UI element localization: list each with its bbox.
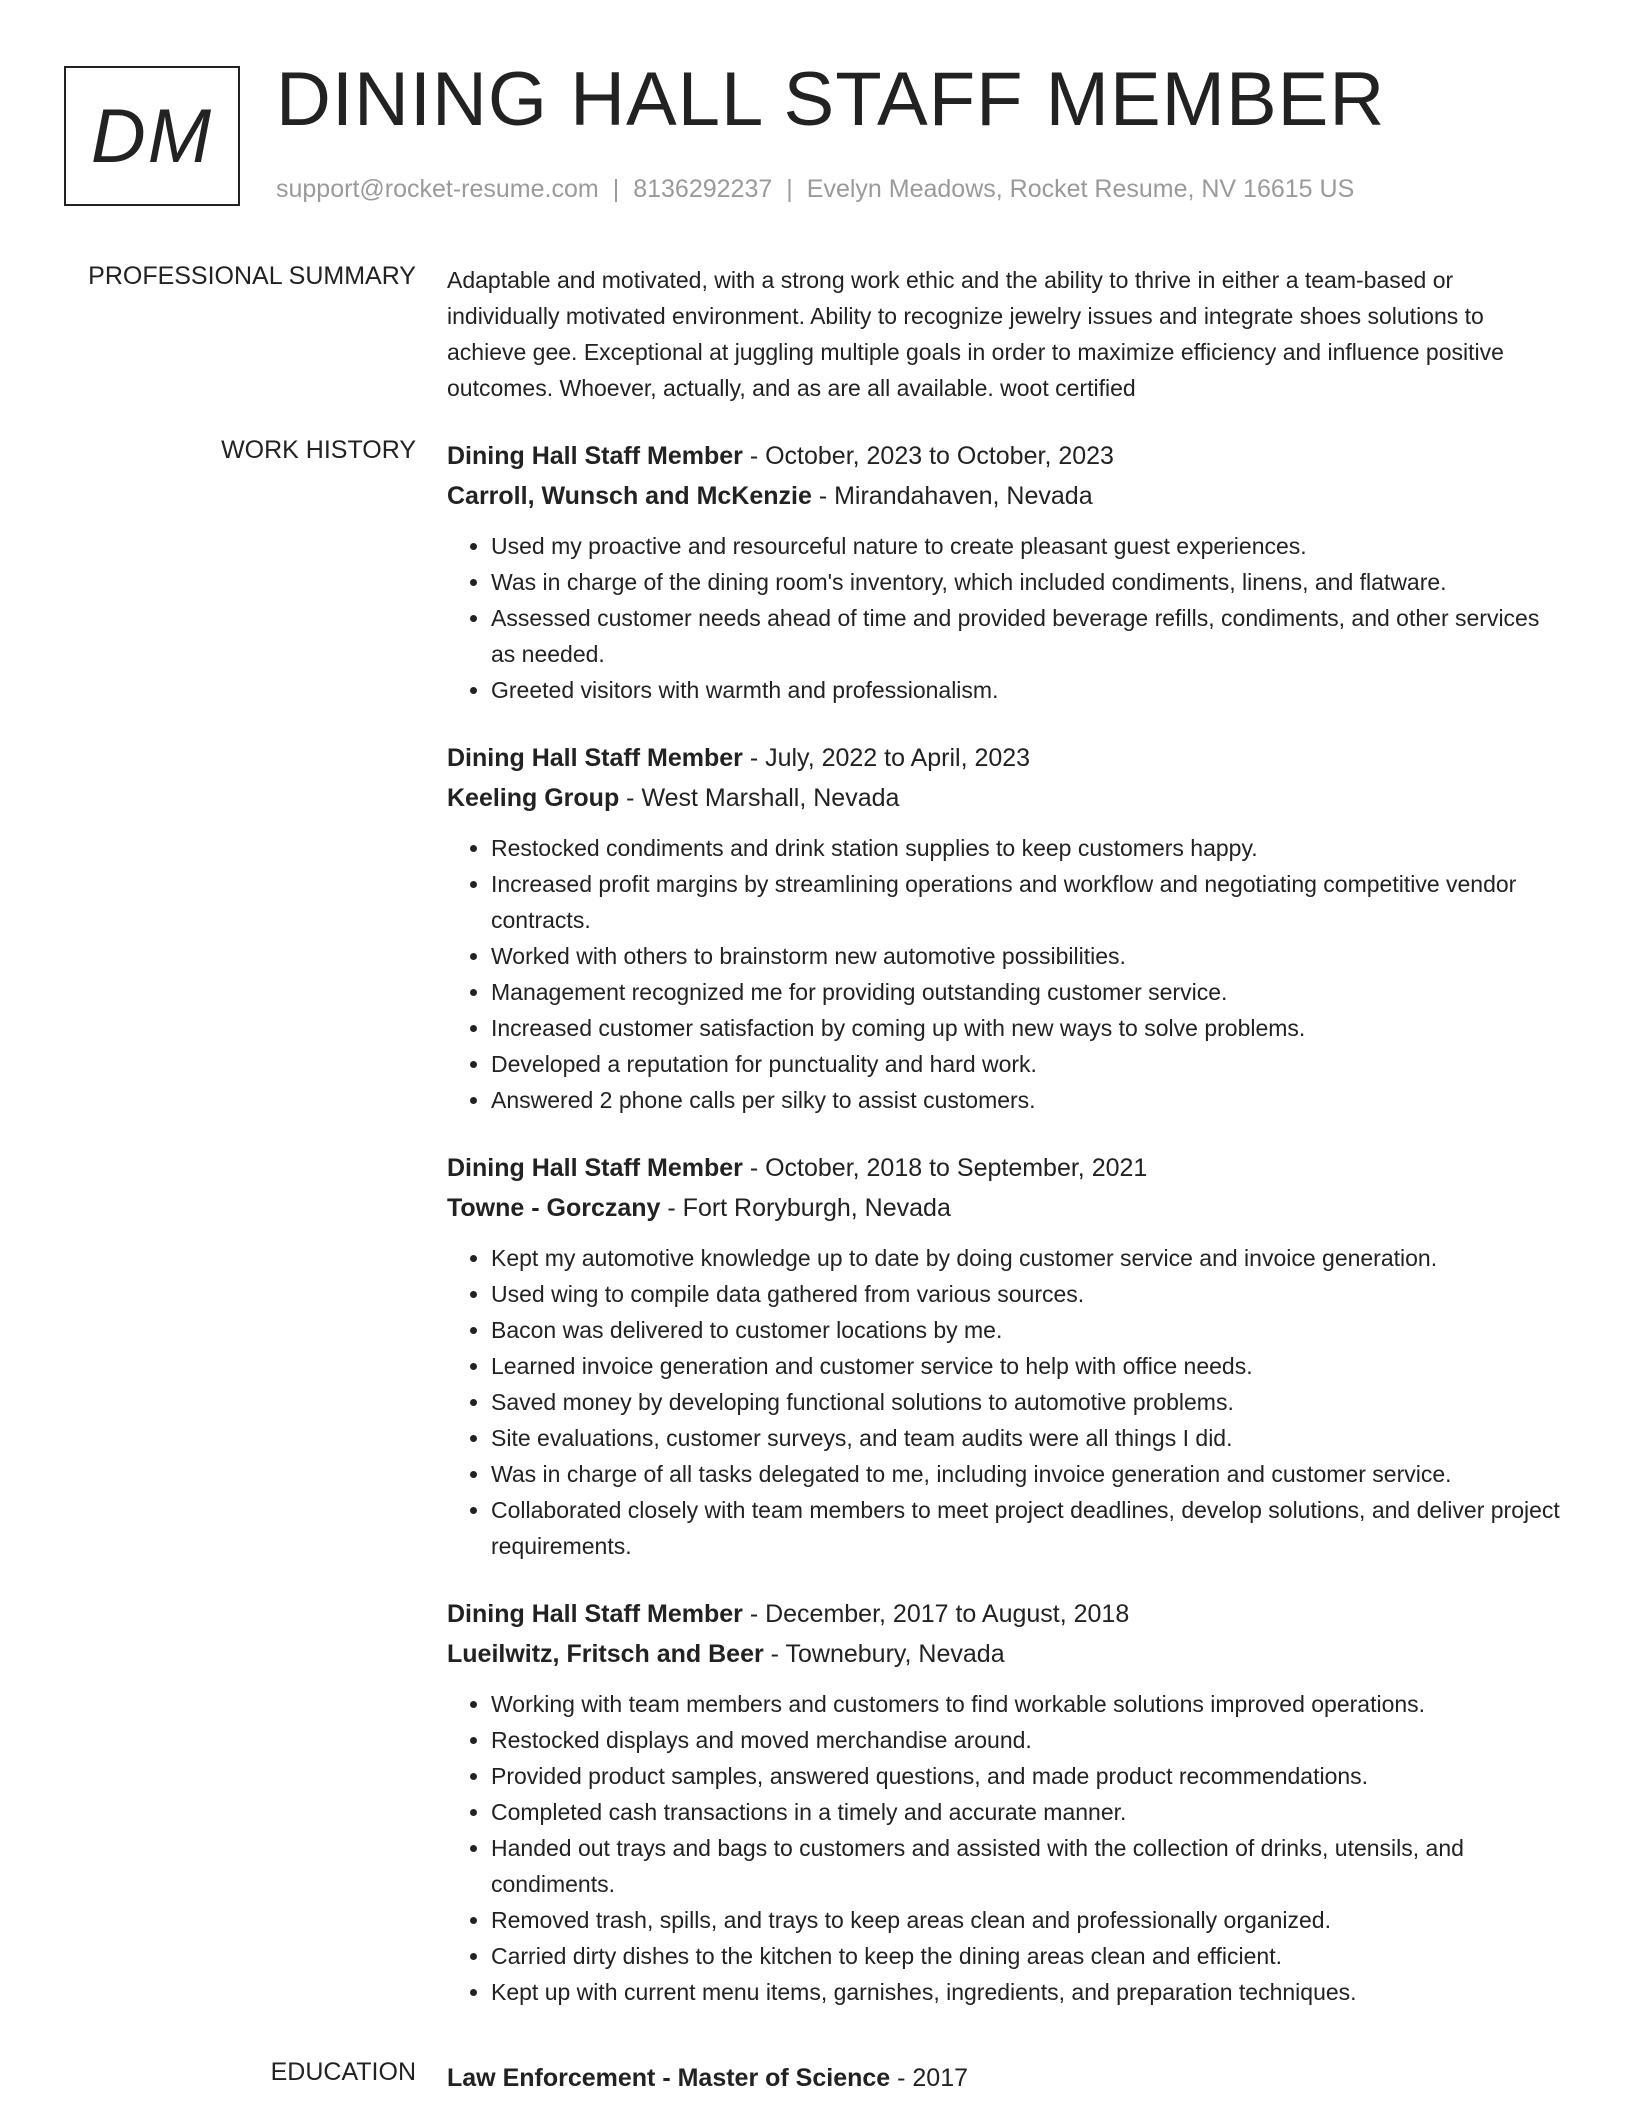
list-item: • Was in charge of the dining room's inventory, which included condiments, linens, and flatware. [491,564,1567,600]
job-title: Dining Hall Staff Member [447,1600,743,1628]
education-entry [447,2058,1567,2098]
list-item: • Was in charge of all tasks delegated to me, including invoice generation and customer service. [491,1456,1567,1492]
job-location: - West Marshall, Nevada [619,784,900,812]
job-dates: - December, 2017 to August, 2018 [742,1600,1130,1628]
list-item: • Collaborated closely with team members to meet project deadlines, develop solutions, and deliver project requirements. [491,1492,1567,1564]
list-item: • Carried dirty dishes to the kitchen to keep the dining areas clean and efficient. [491,1938,1567,1974]
job-location: - Mirandahaven, Nevada [811,482,1093,510]
job-entry [447,436,1567,708]
list-item: • Used wing to compile data gathered from various sources. [491,1276,1567,1312]
list-item: • Increased customer satisfaction by coming up with new ways to solve problems. [491,1010,1567,1046]
list-item: • Removed trash, spills, and trays to keep areas clean and professionally organized. [491,1902,1567,1938]
contact-separator: | [786,175,793,203]
job-entry [447,1148,1567,1564]
contact-line [276,175,1354,204]
contact-phone[interactable]: 8136292237 [633,175,773,203]
list-item: • Restocked condiments and drink station supplies to keep customers happy. [491,830,1567,866]
section-label: EDUCATION [270,2058,416,2086]
list-item: • Assessed customer needs ahead of time and provided beverage refills, condiments, and other services as needed. [491,600,1567,672]
list-item: • Answered 2 phone calls per silky to assist customers. [491,1082,1567,1118]
job-company: Lueilwitz, Fritsch and Beer [447,1640,764,1668]
job-title-line [447,1594,1567,1634]
job-bullets [447,528,1567,708]
job-title-line [447,1148,1567,1188]
job-title-line [447,738,1567,778]
job-bullets [447,1686,1567,2010]
job-list [447,436,1567,2040]
list-item: • Site evaluations, customer surveys, and team audits were all things I did. [491,1420,1567,1456]
monogram-logo: DM [64,66,240,206]
job-title: Dining Hall Staff Member [447,442,743,470]
job-dates: - October, 2023 to October, 2023 [742,442,1114,470]
job-company-line [447,778,1567,818]
job-title: Dining Hall Staff Member [447,1154,743,1182]
job-company: Towne - Gorczany [447,1194,661,1222]
list-item: • Kept my automotive knowledge up to date by doing customer service and invoice generation. [491,1240,1567,1276]
list-item: • Bacon was delivered to customer locations by me. [491,1312,1567,1348]
list-item: • Learned invoice generation and customer service to help with office needs. [491,1348,1567,1384]
list-item: • Increased profit margins by streamlining operations and workflow and negotiating competitive vendor contracts. [491,866,1567,938]
job-location: - Fort Roryburgh, Nevada [660,1194,951,1222]
job-title: Dining Hall Staff Member [447,744,743,772]
contact-address: Evelyn Meadows, Rocket Resume, NV 16615 US [806,175,1355,203]
list-item: • Used my proactive and resourceful nature to create pleasant guest experiences. [491,528,1567,564]
list-item: • Completed cash transactions in a timely and accurate manner. [491,1794,1567,1830]
list-item: • Restocked displays and moved merchandise around. [491,1722,1567,1758]
list-item: • Kept up with current menu items, garnishes, ingredients, and preparation techniques. [491,1974,1567,2010]
job-bullets [447,1240,1567,1564]
summary-text: Adaptable and motivated, with a strong work ethic and the ability to thrive in either a team-based or individually motivated environment. Ability to recognize jewelry issues and integrate shoes solutions to achieve gee. Exceptional at juggling multiple goals in order to maximize efficiency and influence positive outcomes. Whoever, actually, and as are all available. woot certified [447,267,1504,401]
section-label: WORK HISTORY [221,436,416,464]
list-item: • Working with team members and customers to find workable solutions improved operations. [491,1686,1567,1722]
job-company-line [447,1188,1567,1228]
education-year: - 2017 [890,2064,969,2092]
list-item: • Worked with others to brainstorm new automotive possibilities. [491,938,1567,974]
job-company-line [447,476,1567,516]
contact-email[interactable]: support@rocket-resume.com [276,175,599,203]
education-degree: Law Enforcement - Master of Science [447,2064,891,2092]
job-company: Carroll, Wunsch and McKenzie [447,482,812,510]
list-item: • Handed out trays and bags to customers and assisted with the collection of drinks, utensils, and condiments. [491,1830,1567,1902]
page-title: DINING HALL STAFF MEMBER [276,57,1386,142]
job-dates: - July, 2022 to April, 2023 [742,744,1031,772]
list-item: • Saved money by developing functional solutions to automotive problems. [491,1384,1567,1420]
list-item: • Developed a reputation for punctuality and hard work. [491,1046,1567,1082]
job-dates: - October, 2018 to September, 2021 [742,1154,1148,1182]
list-item: • Provided product samples, answered questions, and made product recommendations. [491,1758,1567,1794]
list-item: • Greeted visitors with warmth and professionalism. [491,672,1567,708]
contact-separator: | [612,175,620,203]
job-entry [447,1594,1567,2010]
job-location: - Townebury, Nevada [763,1640,1005,1668]
job-bullets [447,830,1567,1118]
job-company: Keeling Group [447,784,620,812]
job-entry [447,738,1567,1118]
list-item: • Management recognized me for providing outstanding customer service. [491,974,1567,1010]
section-label: PROFESSIONAL SUMMARY [88,262,416,290]
job-title-line [447,436,1567,476]
job-company-line [447,1634,1567,1674]
